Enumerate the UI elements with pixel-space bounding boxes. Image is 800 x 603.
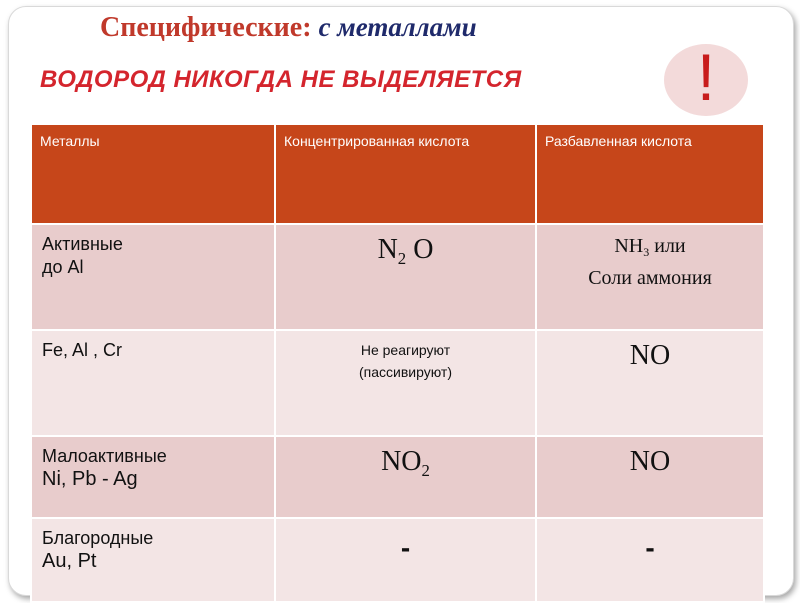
- formula: [377, 234, 434, 268]
- no-product-dash: -: [645, 532, 655, 563]
- formula-tail: или: [649, 235, 686, 257]
- exclamation-icon: [664, 40, 748, 116]
- table-row: [31, 330, 764, 436]
- metal-group-name: Малоактивные: [42, 446, 167, 466]
- formula-main: NO: [381, 446, 422, 477]
- dilute-line-2: Соли аммония: [588, 267, 712, 290]
- table-row: [31, 224, 764, 330]
- formula-subscript: 3: [643, 245, 650, 260]
- header-dilute-acid: Разбавленная кислота: [536, 124, 764, 224]
- metal-group-name: Активные: [42, 234, 123, 254]
- metal-cell: [31, 224, 275, 330]
- reaction-table: [30, 123, 765, 603]
- dilute-cell: [536, 330, 764, 436]
- header-concentrated-acid: Концентрированная кислота: [275, 124, 536, 224]
- dilute-cell: [536, 436, 764, 518]
- concentrated-cell: [275, 436, 536, 518]
- metal-cell: [31, 330, 275, 436]
- dilute-line-1: [543, 233, 757, 265]
- metal-group-name: Благородные: [42, 528, 154, 548]
- formula-main: N: [377, 234, 398, 265]
- metal-list: Fe, Al , Cr: [42, 340, 123, 360]
- formula-main: NH: [614, 235, 644, 257]
- title-italic-part: с металлами: [318, 12, 477, 42]
- table-header-row: [31, 124, 764, 224]
- concentrated-cell: [275, 330, 536, 436]
- formula-tail: O: [406, 234, 434, 265]
- formula-subscript: 2: [397, 248, 407, 268]
- metal-list: Au, Pt: [42, 550, 97, 572]
- title-bold-part: Специфические:: [100, 12, 312, 43]
- formula: NO: [629, 340, 671, 371]
- header-metals: Металлы: [31, 124, 275, 224]
- concentrated-cell: [275, 518, 536, 602]
- no-product-dash: -: [400, 532, 411, 563]
- exclamation-mark: !: [696, 40, 716, 114]
- metal-range: до Al: [42, 257, 84, 277]
- formula: NO: [629, 446, 671, 477]
- dilute-cell: [536, 518, 764, 602]
- metal-range: Ni, Pb - Ag: [42, 468, 138, 490]
- table-row: [31, 518, 764, 602]
- subtitle-warning: ВОДОРОД НИКОГДА НЕ ВЫДЕЛЯЕТСЯ: [40, 66, 522, 93]
- no-reaction-text: Не реагируют: [360, 342, 451, 358]
- concentrated-cell: [275, 224, 536, 330]
- formula: [381, 446, 430, 480]
- passivation-text: (пассивируют): [358, 364, 452, 380]
- formula-subscript: 2: [421, 460, 430, 480]
- metal-cell: [31, 518, 275, 602]
- table-row: [31, 436, 764, 518]
- metal-cell: [31, 436, 275, 518]
- dilute-cell: [536, 224, 764, 330]
- slide-title: [100, 12, 477, 44]
